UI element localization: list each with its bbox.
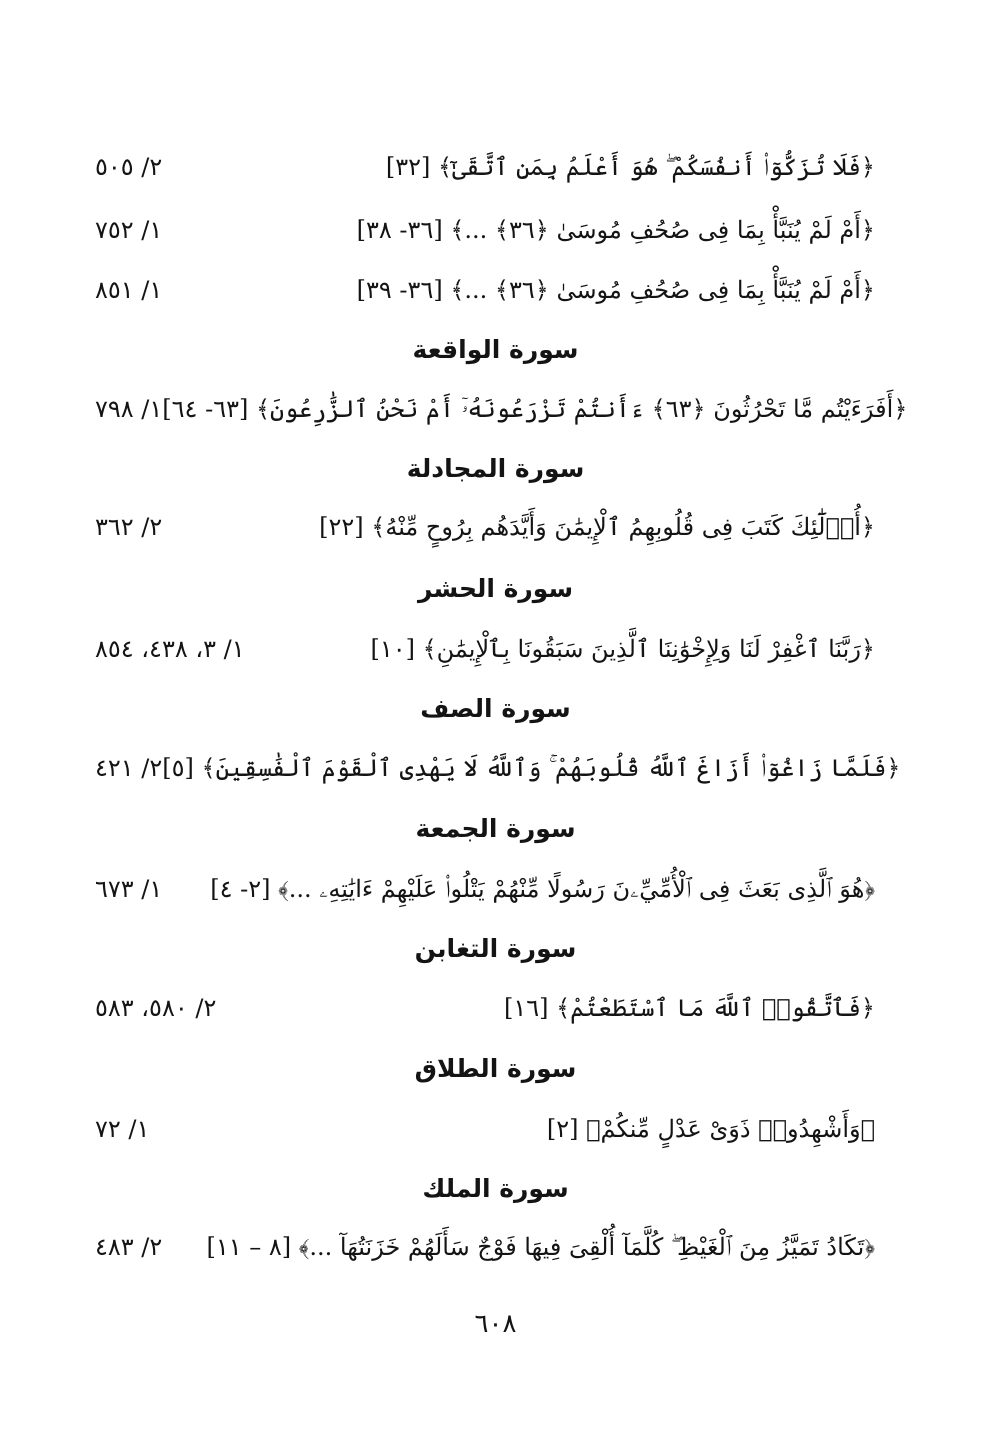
surah-heading: سورة الصف <box>420 693 571 723</box>
page-reference: ١/ ٨٥١ <box>95 276 163 304</box>
page-reference: ٢/ ٥٠٥ <box>95 153 163 181</box>
verse-entry <box>95 386 908 432</box>
verse-text: ﴿فَٱتَّقُوا۟ ٱللَّهَ مَا ٱسْتَطَعْتُمْ﴾ [١٦] <box>503 994 875 1022</box>
verse-text: ﴿هُوَ ٱلَّذِى بَعَثَ فِى ٱلْأُمِّيِّۦنَ رَسُولًا مِّنْهُمْ يَتْلُوا۟ عَلَيْهِمْ ءَايَٰتِهِۦ ...﴾ [٢- ٤] <box>210 875 875 903</box>
surah-heading: سورة الواقعة <box>412 334 579 364</box>
verse-text: ﴿رَبَّنَا ٱغْفِرْ لَنَا وَلِإِخْوَٰنِنَا ٱلَّذِينَ سَبَقُونَا بِٱلْإِيمَٰنِ﴾ [١٠] <box>370 635 875 663</box>
verse-text: ﴿فَلَا تُزَكُّوٓا۟ أَنفُسَكُمْ ۖ هُوَ أَعْلَمُ بِمَنِ ٱتَّقَىٰٓ﴾ [٣٢] <box>385 153 875 181</box>
page-reference: ١/ ٧٩٨ <box>95 395 163 423</box>
page-reference: ٢/ ٤٢١ <box>95 754 163 782</box>
verse-text: ﴿أَمْ لَمْ يُنَبَّأْ بِمَا فِى صُحُفِ مُوسَىٰ ﴿٣٦﴾ ...﴾ [٣٦- ٣٩] <box>356 276 875 304</box>
page-reference: ٢/ ٤٨٣ <box>95 1233 163 1261</box>
surah-heading: سورة الجمعة <box>415 813 576 843</box>
page-number: ٦٠٨ <box>474 1309 517 1339</box>
verse-entry <box>95 866 875 912</box>
page-reference: ١/ ٣، ٤٣٨، ٨٥٤ <box>95 635 245 663</box>
verse-entry <box>95 1106 875 1152</box>
page-reference: ١/ ٦٧٣ <box>95 875 163 903</box>
page-reference: ٢/ ٥٨٠، ٥٨٣ <box>95 994 217 1022</box>
verse-text: ﴿أَمْ لَمْ يُنَبَّأْ بِمَا فِى صُحُفِ مُوسَىٰ ﴿٣٦﴾ ...﴾ [٣٦- ٣٨] <box>356 216 875 244</box>
verse-text: ﴿وَأَشْهِدُوا۟ ذَوَىْ عَدْلٍ مِّنكُمْ﴾ [٢] <box>546 1115 875 1143</box>
verse-text: ﴿تَكَادُ تَمَيَّزُ مِنَ ٱلْغَيْظِ ۖ كُلَّمَآ أُلْقِىَ فِيهَا فَوْجٌ سَأَلَهُمْ خَزَنَتُهَآ ...﴾ [٨ – ١١] <box>206 1233 875 1261</box>
verse-entry <box>95 144 875 190</box>
verse-text: ﴿فَلَمَّا زَاغُوٓا۟ أَزَاغَ ٱللَّهُ قُلُوبَهُمْ ۚ وَٱللَّهُ لَا يَهْدِى ٱلْقَوْمَ ٱلْفَٰسِقِينَ﴾ [٥] <box>162 754 901 782</box>
verse-text: ﴿أَفَرَءَيْتُم مَّا تَحْرُثُونَ ﴿٦٣﴾ ءَأَنتُمْ تَزْرَعُونَهُۥٓ أَمْ نَحْنُ ٱلزَّٰرِعُونَ﴾ [٦٣- ٦٤] <box>162 395 908 423</box>
verse-entry <box>95 267 875 313</box>
verse-entry <box>95 985 875 1031</box>
surah-heading: سورة المجادلة <box>406 453 585 483</box>
page-reference: ١/ ٧٥٢ <box>95 216 163 244</box>
verse-text: ﴿أُو۟لَٰٓئِكَ كَتَبَ فِى قُلُوبِهِمُ ٱلْإِيمَٰنَ وَأَيَّدَهُم بِرُوحٍ مِّنْهُ﴾ [٢٢] <box>319 513 875 541</box>
verse-entry <box>95 207 875 253</box>
page-reference: ١/ ٧٢ <box>95 1115 150 1143</box>
surah-heading: سورة الملك <box>422 1173 569 1203</box>
verse-entry <box>95 504 875 550</box>
page-reference: ٢/ ٣٦٢ <box>95 513 163 541</box>
surah-heading: سورة الحشر <box>417 573 574 603</box>
verse-entry <box>95 1224 875 1270</box>
surah-heading: سورة التغابن <box>414 933 577 963</box>
verse-entry <box>95 626 875 672</box>
surah-heading: سورة الطلاق <box>414 1053 577 1083</box>
verse-entry <box>95 745 901 791</box>
